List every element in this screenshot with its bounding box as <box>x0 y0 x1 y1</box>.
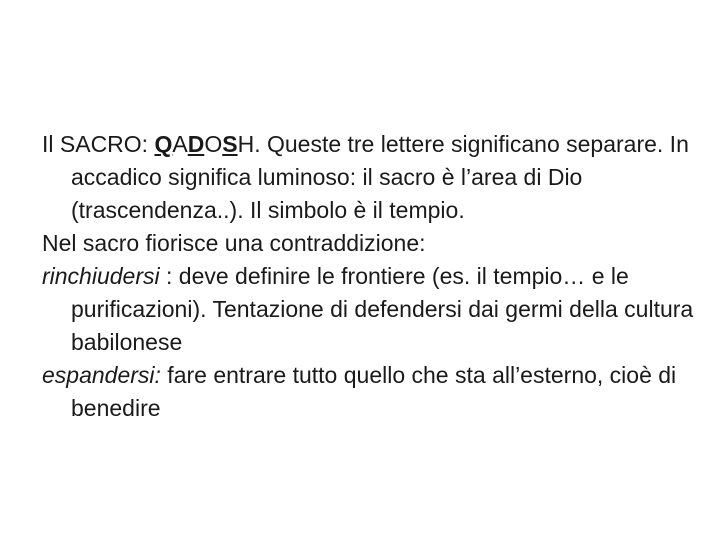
paragraph-rinchiudersi <box>42 260 702 359</box>
espandersi-text: fare entrare tutto quello che sta all’esterno, cioè di benedire <box>71 362 677 421</box>
qadosh-letter-2: A <box>172 131 188 157</box>
paragraph-sacro <box>42 128 702 227</box>
qadosh-letter-3: D <box>187 131 205 157</box>
qadosh-letter-5: S <box>222 131 238 157</box>
rinchiudersi-text: : deve definire le frontiere (es. il tempio… e le purificazioni). Tentazione di defendersi dai germi della cultura babilonese <box>71 263 694 355</box>
paragraph-contraddizione: Nel sacro fiorisce una contraddizione: <box>42 230 426 256</box>
intro-text: Il SACRO: <box>42 131 155 157</box>
qadosh-word <box>154 131 254 157</box>
paragraph-espandersi <box>42 359 702 425</box>
term-espandersi: espandersi: <box>42 362 161 388</box>
qadosh-letter-4: O <box>204 131 223 157</box>
body-text <box>42 128 702 425</box>
qadosh-letter-1: Q <box>154 131 173 157</box>
term-rinchiudersi: rinchiudersi <box>42 263 160 289</box>
sacro-description: . Queste tre lettere significano separare. In accadico significa luminoso: il sacro è l’area di Dio (trascendenza..). Il simbolo è il tempio. <box>71 131 689 223</box>
qadosh-letter-6: H <box>237 131 255 157</box>
